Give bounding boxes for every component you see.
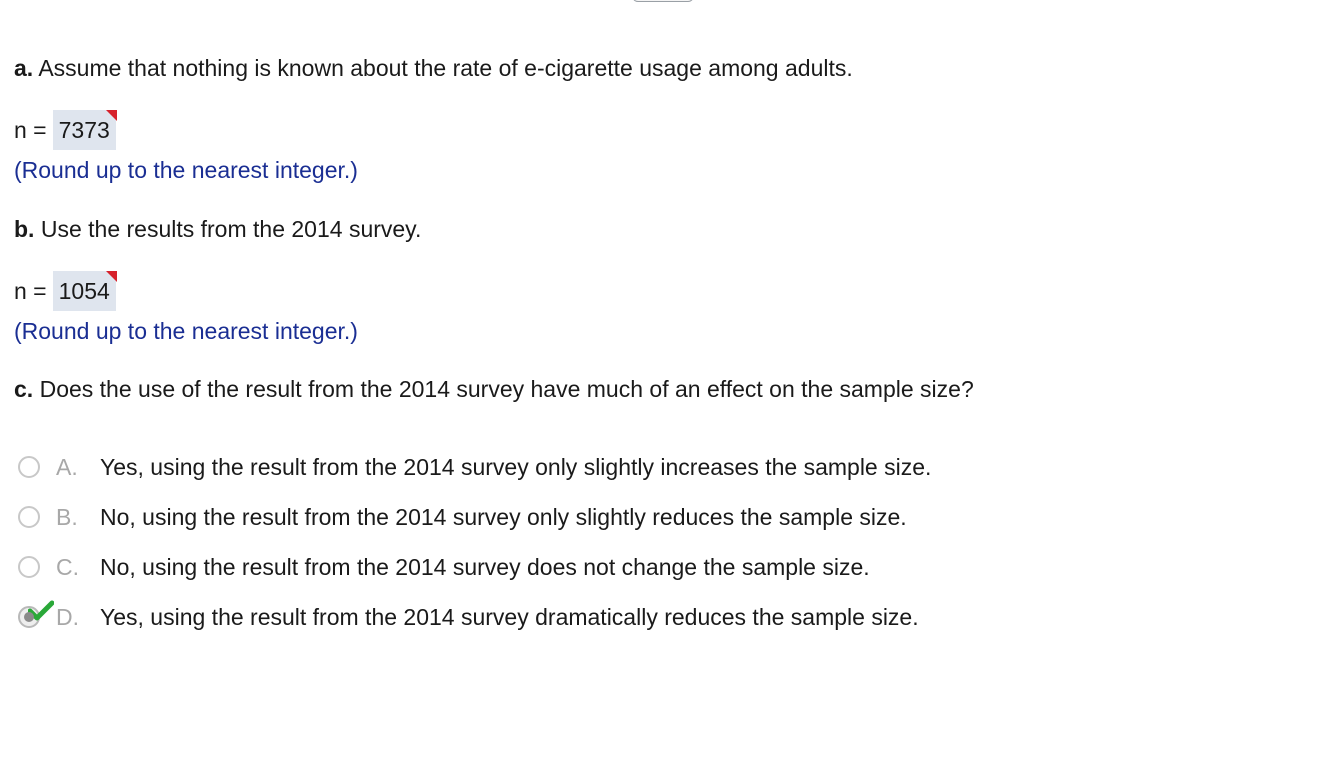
radio-button[interactable] xyxy=(18,456,40,478)
part-c-label: c. xyxy=(14,376,34,402)
part-c-question xyxy=(14,375,974,403)
option-letter: B. xyxy=(56,503,78,530)
part-a-hint: (Round up to the nearest integer.) xyxy=(14,157,358,183)
part-b-label: b. xyxy=(14,216,35,242)
part-b-question xyxy=(14,215,421,243)
radio-button[interactable] xyxy=(18,506,40,528)
part-b-hint: (Round up to the nearest integer.) xyxy=(14,318,358,344)
option-d[interactable] xyxy=(18,602,919,632)
option-letter: C. xyxy=(56,553,79,580)
radio-button[interactable] xyxy=(18,556,40,578)
part-a-label: a. xyxy=(14,55,34,81)
part-a-text: Assume that nothing is known about the rate of e-cigarette usage among adults. xyxy=(38,55,853,81)
part-b-n-label: n = xyxy=(14,277,47,304)
option-text: Yes, using the result from the 2014 survey dramatically reduces the sample size. xyxy=(100,603,919,630)
panel-resize-handle[interactable] xyxy=(632,0,694,2)
part-a-answer-field[interactable] xyxy=(53,110,116,150)
option-letter: A. xyxy=(56,453,78,480)
part-a-question xyxy=(14,54,853,82)
option-c[interactable] xyxy=(18,552,870,582)
option-text: No, using the result from the 2014 survey only slightly reduces the sample size. xyxy=(100,503,907,530)
incorrect-flag-icon xyxy=(106,110,117,121)
part-b-answer-field[interactable] xyxy=(53,271,116,311)
radio-button-selected[interactable] xyxy=(18,606,40,628)
part-b-text: Use the results from the 2014 survey. xyxy=(40,216,422,242)
option-a[interactable] xyxy=(18,452,931,482)
part-a-answer-value: 7373 xyxy=(58,117,110,143)
part-c-text: Does the use of the result from the 2014 survey have much of an effect on the sample size? xyxy=(39,376,974,402)
part-b-answer-row xyxy=(14,271,116,311)
part-b-answer-value: 1054 xyxy=(58,278,110,304)
option-text: No, using the result from the 2014 survey does not change the sample size. xyxy=(100,553,870,580)
option-letter: D. xyxy=(56,603,79,630)
incorrect-flag-icon xyxy=(106,271,117,282)
part-a-n-label: n = xyxy=(14,116,47,143)
option-text: Yes, using the result from the 2014 survey only slightly increases the sample size. xyxy=(100,453,932,480)
correct-check-icon xyxy=(28,600,54,622)
part-a-answer-row xyxy=(14,110,116,150)
option-b[interactable] xyxy=(18,502,907,532)
